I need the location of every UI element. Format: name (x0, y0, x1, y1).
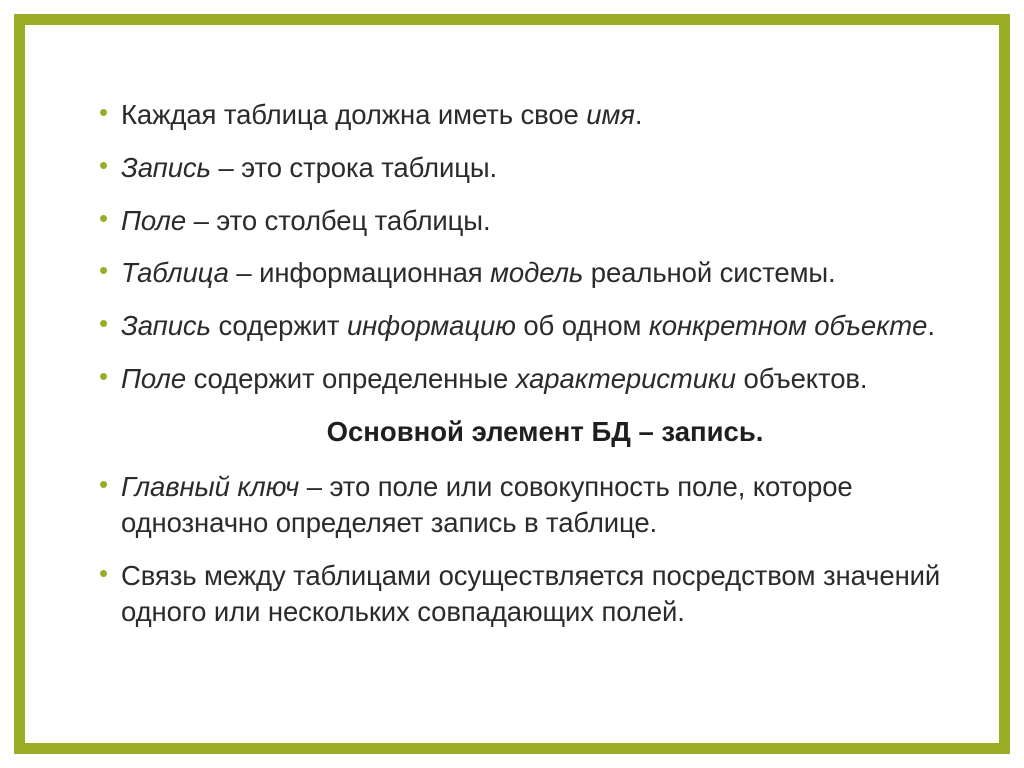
bullet-list-top (95, 97, 985, 397)
slide-content (95, 97, 985, 646)
list-item: • Поле – это столбец таблицы. (95, 203, 985, 239)
list-item: • Таблица – информационная модель реальной системы. (95, 255, 985, 291)
list-item: • Главный ключ – это поле или совокупность поле, которое однозначно определяет запись в таблице. (95, 469, 985, 541)
key-statement: Основной элемент БД – запись. (326, 415, 764, 447)
bullet-list-bottom (95, 469, 985, 629)
list-item: • Запись содержит информацию об одном конкретном объекте. (95, 308, 985, 344)
slide-border-frame (14, 14, 1010, 754)
list-item: • Запись – это строка таблицы. (95, 150, 985, 186)
list-item: • Поле содержит определенные характеристики объектов. (95, 361, 985, 397)
list-item: • Связь между таблицами осуществляется посредством значений одного или нескольких совпадающих полей. (95, 558, 985, 630)
list-item: • Каждая таблица должна иметь свое имя. (95, 97, 985, 133)
